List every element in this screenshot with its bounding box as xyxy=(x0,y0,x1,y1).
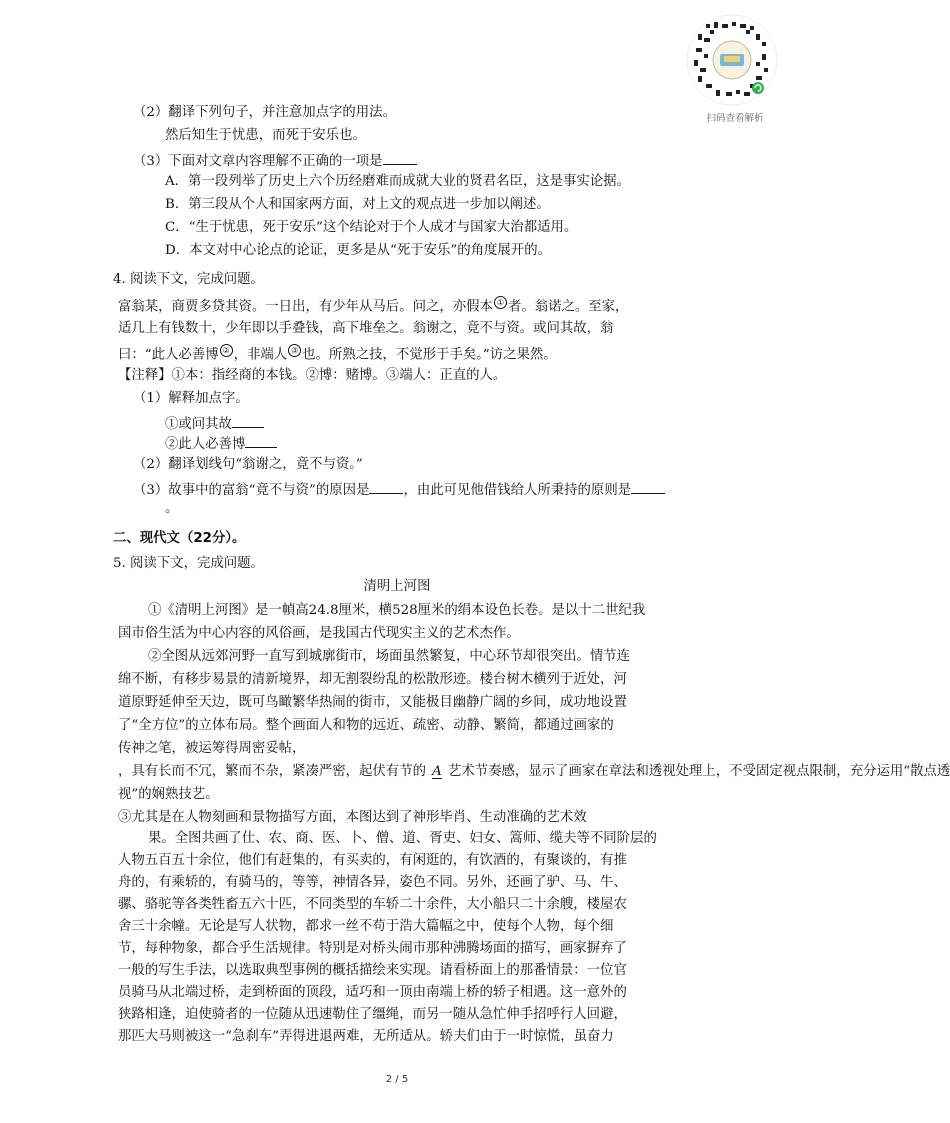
answer-blank[interactable] xyxy=(631,479,665,494)
p1-line-1: ①《清明上河图》是一幀高24.8厘米，横528厘米的绢本设色长卷。是以十二世纪我 xyxy=(148,603,646,618)
qr-caption: 扫码查看解析 xyxy=(706,113,764,124)
p1-line-2: 国市俗生活为中心内容的风俗画，是我国古代现实主义的艺术杰作。 xyxy=(118,626,520,641)
p3-line-6: 节，每种物象，都合乎生活规律。特别是对桥头闹市那种沸腾场面的描写，画家摒弃了 xyxy=(118,941,627,956)
p2-line-3: 道原野延伸至天边，既可鸟瞰繁华热闹的街市，又能极目幽静广阔的乡间，成功地设置 xyxy=(118,695,627,710)
q4-notes: 【注释】①本：指经商的本钱。②博：赌博。③端人：正直的人。 xyxy=(118,368,507,383)
p2-line-6: ，具有长而不冗，繁而不杂，紧凑严密，起伏有节的 A 艺术节奏感，显示了画家在章法和透视处理上，不受固定视点限制，充分运用“散点透 xyxy=(118,764,950,779)
p3-line-10: 那匹大马则被这一“急刹车”弄得进退两难，无所适从。轿夫们由于一时惊慌，虽奋力 xyxy=(118,1029,614,1044)
p2-line-4: 了“全方位”的立体布局。整个画面人和物的远近、疏密、动静、繁简，都通过画家的 xyxy=(118,718,614,733)
p2-line-5: 传神之笔，被运筹得周密妥帖， xyxy=(118,741,306,756)
passage-title: 清明上河图 xyxy=(363,579,431,594)
p3-line-3: 舟的，有乘轿的，有骑马的，等等，神情各异，姿色不同。另外，还画了驴、马、牛、 xyxy=(118,875,627,890)
p3-line-4: 骡、骆驼等各类牲畜五六十匹，不同类型的车轿二十余件，大小船只二十余艘，楼屋农 xyxy=(118,897,627,912)
q4-passage-line-1: 富翁某，商贾多贷其资。一日出，有少年从马后。问之，亦假本 ① 者。翁诺之。至家， xyxy=(118,298,629,315)
qr-code-image[interactable] xyxy=(686,14,778,106)
page-number: 2 / 5 xyxy=(385,1074,409,1085)
q4-heading: 4. 阅读下文，完成问题。 xyxy=(113,272,264,287)
q4-1-item-1: ①或问其故 xyxy=(165,413,264,434)
q3-3-prompt: （3）下面对文章内容理解不正确的一项是 xyxy=(133,150,417,171)
answer-blank[interactable] xyxy=(245,433,277,448)
p2-line-8: ③尤其是在人物刻画和景物描写方面，本图达到了神形毕肖、生动准确的艺术效 xyxy=(118,810,587,825)
q4-passage-line-3: 曰：“此人必善博 ② ，非端人 ③ 也。所熟之技，不觉形于手矣。”访之果然。 xyxy=(118,346,557,363)
option-a: A．第一段列举了历史上六个历经磨难而成就大业的贤君名臣，这是事实论据。 xyxy=(165,174,630,189)
q4-passage-line-2: 适几上有钱数十，少年即以手叠钱，高下堆垒之。翁谢之，竟不与资。或问其故，翁 xyxy=(118,321,614,336)
option-c: C．“生于忧患，死于安乐”这个结论对于个人成才与国家大治都适用。 xyxy=(165,220,578,235)
q4-2-prompt: （2）翻译划线句“翁谢之，竟不与资。” xyxy=(133,457,363,472)
answer-blank[interactable] xyxy=(383,150,417,165)
answer-blank[interactable] xyxy=(232,413,264,428)
q5-heading: 5. 阅读下文，完成问题。 xyxy=(113,556,264,571)
p3-line-7: 一般的写生手法，以选取典型事例的概括描绘来实现。请看桥面上的那番情景：一位官 xyxy=(118,963,627,978)
q4-1-item-2: ②此人必善博 xyxy=(165,433,277,454)
q4-1-prompt: （1）解释加点字。 xyxy=(133,391,249,406)
q4-3-end: 。 xyxy=(165,501,179,516)
p3-line-1: 果。全图共画了仕、农、商、医、卜、僧、道、胥吏、妇女、篙师、缆夫等不同阶层的 xyxy=(148,831,657,846)
section-heading: 二、现代文（22分）。 xyxy=(113,531,246,546)
q3-2-prompt: （2）翻译下列句子，并注意加点字的用法。 xyxy=(133,105,396,120)
p3-line-8: 员骑马从北端过桥，走到桥面的顶段，适巧和一顶由南端上桥的轿子相遇。这一意外的 xyxy=(118,985,627,1000)
q4-3-prompt: （3）故事中的富翁“竟不与资”的原因是 ，由此可见他借钱给人所秉持的原则是 xyxy=(133,479,665,500)
option-d: D．本文对中心论点的论证，更多是从“死于安乐”的角度展开的。 xyxy=(165,243,551,258)
p3-line-2: 人物五百五十余位，他们有赶集的，有买卖的，有闲逛的，有饮酒的，有聚谈的，有推 xyxy=(118,853,627,868)
p3-line-5: 舍三十余幢。无论是写人状物，都求一丝不苟于浩大篇幅之中，使每个人物，每个细 xyxy=(118,919,614,934)
p3-line-9: 狭路相逢，迫使骑者的一位随从迅速勒住了缰绳，而另一随从急忙伸手招呼行人回避， xyxy=(118,1007,627,1022)
q3-2-sentence: 然后知生于忧患，而死于安乐也。 xyxy=(165,128,366,143)
p2-line-7: 视”的娴熟技艺。 xyxy=(118,787,219,802)
p2-line-1: ②全图从远郊河野一直写到城廓街市，场面虽然繁复，中心环节却很突出。情节连 xyxy=(148,649,631,664)
answer-blank[interactable] xyxy=(369,479,403,494)
blank-a[interactable]: A xyxy=(432,764,442,779)
option-b: B．第三段从个人和国家两方面，对上文的观点进一步加以阐述。 xyxy=(165,197,550,212)
p2-line-2: 绵不断，有移步易景的清新境界，却无割裂纷乱的松散形迹。楼台树木横列于近处，河 xyxy=(118,672,627,687)
